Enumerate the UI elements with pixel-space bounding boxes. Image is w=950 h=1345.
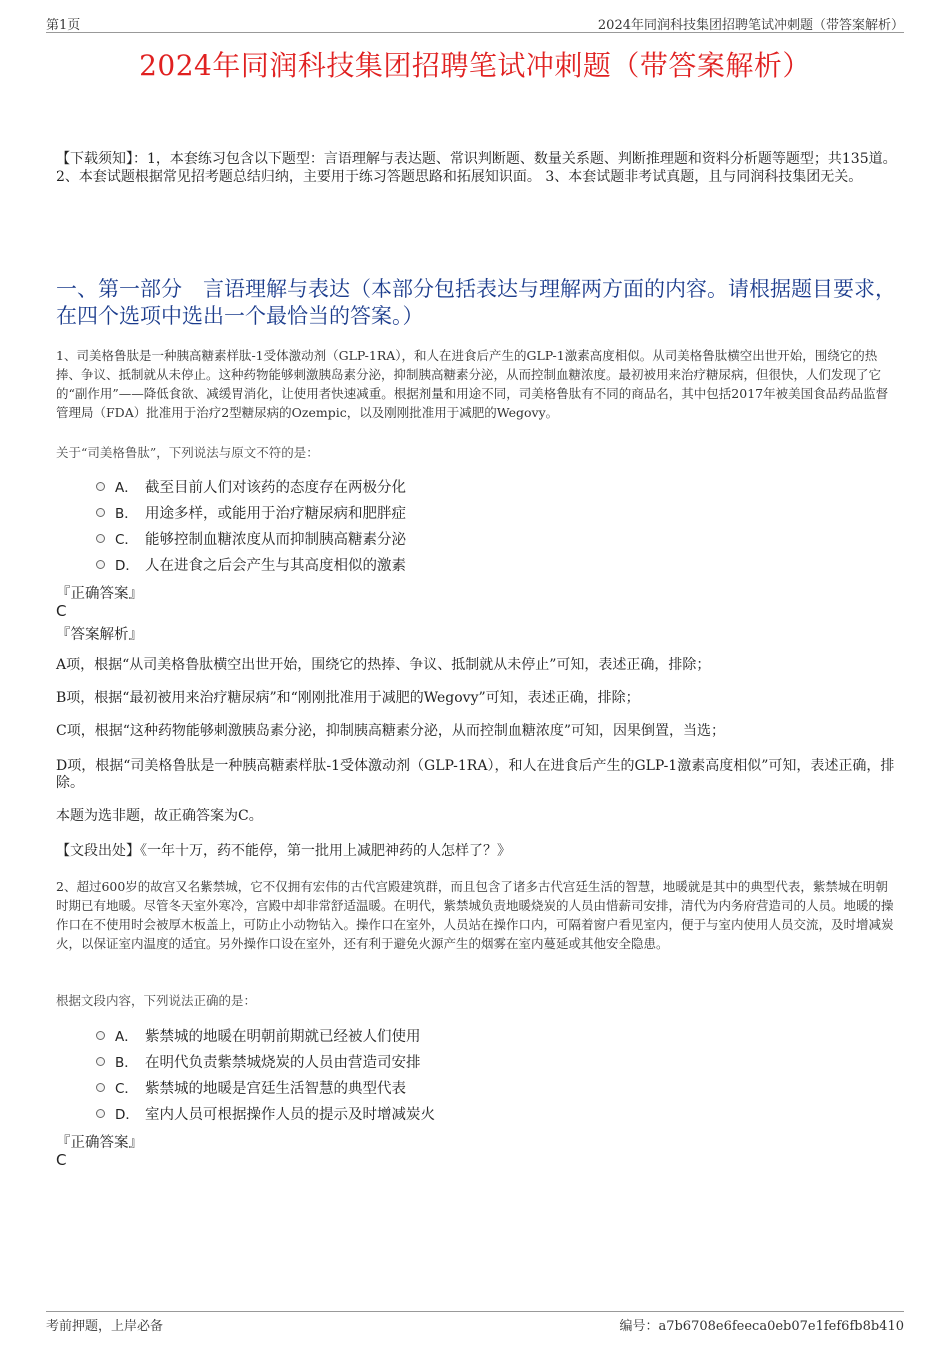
question-1-analysis-label: 『答案解析』 — [56, 627, 143, 643]
option-letter: A． — [115, 480, 138, 496]
question-2-option-a[interactable] — [96, 1024, 421, 1046]
question-1-option-b[interactable] — [96, 501, 406, 523]
option-letter: D． — [115, 558, 139, 574]
analysis-line: D项，根据“司美格鲁肽是一种胰高糖素样肽-1受体激动剂（GLP-1RA），和人在进食后产生的GLP-1激素高度相似”可知，表述正确，排除。 — [56, 758, 895, 791]
question-1-option-a[interactable] — [96, 475, 406, 497]
radio-icon[interactable] — [96, 1031, 105, 1040]
analysis-line: A项，根据“从司美格鲁肽横空出世开始，围绕它的热捧、争议、抵制就从未停止”可知，表述正确，排除； — [56, 657, 711, 673]
page-footer — [46, 1311, 904, 1332]
option-letter: B． — [115, 506, 138, 522]
option-text: 能够控制血糖浓度从而抑制胰高糖素分泌 — [145, 531, 406, 548]
footer-slogan: 考前押题，上岸必备 — [46, 1319, 164, 1334]
option-text: 紫禁城的地暖是宫廷生活智慧的典型代表 — [145, 1080, 406, 1097]
option-letter: C． — [115, 1081, 138, 1097]
radio-icon[interactable] — [96, 508, 105, 517]
page-title: 2024年同润科技集团招聘笔试冲刺题（带答案解析） — [139, 49, 811, 82]
analysis-line: 本题为选非题，故正确答案为C。 — [56, 808, 263, 824]
page-header — [46, 14, 904, 33]
option-text: 用途多样，或能用于治疗糖尿病和肥胖症 — [145, 505, 406, 522]
question-1-text: 1、司美格鲁肽是一种胰高糖素样肽-1受体激动剂（GLP-1RA），和人在进食后产生的GLP-1激素高度相似。从司美格鲁肽横空出世开始，围绕它的热捧、争议、抵制就从未停止。这种药物能够刺激胰岛素分泌，抑制胰高糖素分泌，从而控制血糖浓度。最初被用来治疗糖尿病，但很快，人们发现了它的“副作用”——降低食欲、减缓胃消化，让使用者快速减重。根据剂量和用途不同，司美格鲁肽有不同的商品名，其中包括2017年被美国食品药品监督管理局（FDA）批准用于治疗2型糖尿病的Ozempic，以及刚刚批准用于减肥的Wegovy。 — [56, 348, 889, 420]
option-letter: D． — [115, 1107, 139, 1123]
question-2-option-c[interactable] — [96, 1076, 406, 1098]
footer-serial: 编号：a7b6708e6feeca0eb07e1fef6fb8b410 — [619, 1319, 904, 1334]
download-notice: 【下载须知】：1，本套练习包含以下题型：言语理解与表达题、常识判断题、数量关系题、判断推理题和资料分析题等题型；共135道。 2、本套试题根据常见招考题总结归纳，主要用于练习答题思路和拓展知识面。 3、本套试题非考试真题，且与同润科技集团无关。 — [56, 151, 897, 185]
radio-icon[interactable] — [96, 560, 105, 569]
option-text: 紫禁城的地暖在明朝前期就已经被人们使用 — [145, 1028, 421, 1045]
option-text: 截至目前人们对该药的态度存在两极分化 — [145, 479, 406, 496]
question-2-text: 2、超过600岁的故宫又名紫禁城，它不仅拥有宏伟的古代宫殿建筑群，而且包含了诸多古代宫廷生活的智慧，地暖就是其中的典型代表，紫禁城在明朝时期已有地暖。尽管冬天室外寒冷，宫殿中却非常舒适温暖。在明代，紫禁城负责地暖烧炭的人员由惜薪司安排，清代为内务府营造司的人员。地暖的操作口在不使用时会被厚木板盖上，可防止小动物钻入。操作口在室外，人员站在操作口内，可隔着窗户看见室内，便于与室内使用人员交流，及时增减炭火，以保证室内温度的适宜。另外操作口设在室外，还有利于避免火源产生的烟雾在室内蔓延或其他安全隐患。 — [56, 879, 894, 951]
radio-icon[interactable] — [96, 534, 105, 543]
section-title: 一、第一部分 言语理解与表达（本部分包括表达与理解两方面的内容。请根据题目要求，在四个选项中选出一个最恰当的答案。） — [56, 277, 896, 328]
question-1-option-c[interactable] — [96, 527, 406, 549]
option-letter: B． — [115, 1055, 138, 1071]
question-1-option-d[interactable] — [96, 553, 406, 575]
question-2-answer-label: 『正确答案』 — [56, 1135, 143, 1151]
question-1-answer-label: 『正确答案』 — [56, 586, 143, 602]
question-1-prompt: 关于“司美格鲁肽”，下列说法与原文不符的是： — [56, 445, 319, 460]
option-letter: C． — [115, 532, 138, 548]
source-citation: 【文段出处】《一年十万，药不能停，第一批用上减肥神药的人怎样了？》 — [56, 843, 511, 859]
radio-icon[interactable] — [96, 1057, 105, 1066]
question-2-prompt: 根据文段内容，下列说法正确的是： — [56, 993, 257, 1008]
radio-icon[interactable] — [96, 1083, 105, 1092]
option-text: 在明代负责紫禁城烧炭的人员由营造司安排 — [145, 1054, 421, 1071]
radio-icon[interactable] — [96, 482, 105, 491]
question-2-option-d[interactable] — [96, 1102, 435, 1124]
header-doc-title: 2024年同润科技集团招聘笔试冲刺题（带答案解析） — [597, 18, 904, 33]
question-2-answer: C — [56, 1151, 67, 1169]
question-1-answer: C — [56, 602, 67, 620]
option-letter: A． — [115, 1029, 138, 1045]
option-text: 室内人员可根据操作人员的提示及时增减炭火 — [145, 1106, 435, 1123]
page-number: 第1页 — [46, 18, 81, 33]
analysis-line: B项，根据“最初被用来治疗糖尿病”和“刚刚批准用于减肥的Wegovy”可知，表述正确，排除； — [56, 690, 640, 706]
analysis-line: C项，根据“这种药物能够刺激胰岛素分泌，抑制胰高糖素分泌，从而控制血糖浓度”可知，因果倒置，当选； — [56, 723, 726, 739]
option-text: 人在进食之后会产生与其高度相似的激素 — [145, 557, 406, 574]
question-2-option-b[interactable] — [96, 1050, 421, 1072]
radio-icon[interactable] — [96, 1109, 105, 1118]
